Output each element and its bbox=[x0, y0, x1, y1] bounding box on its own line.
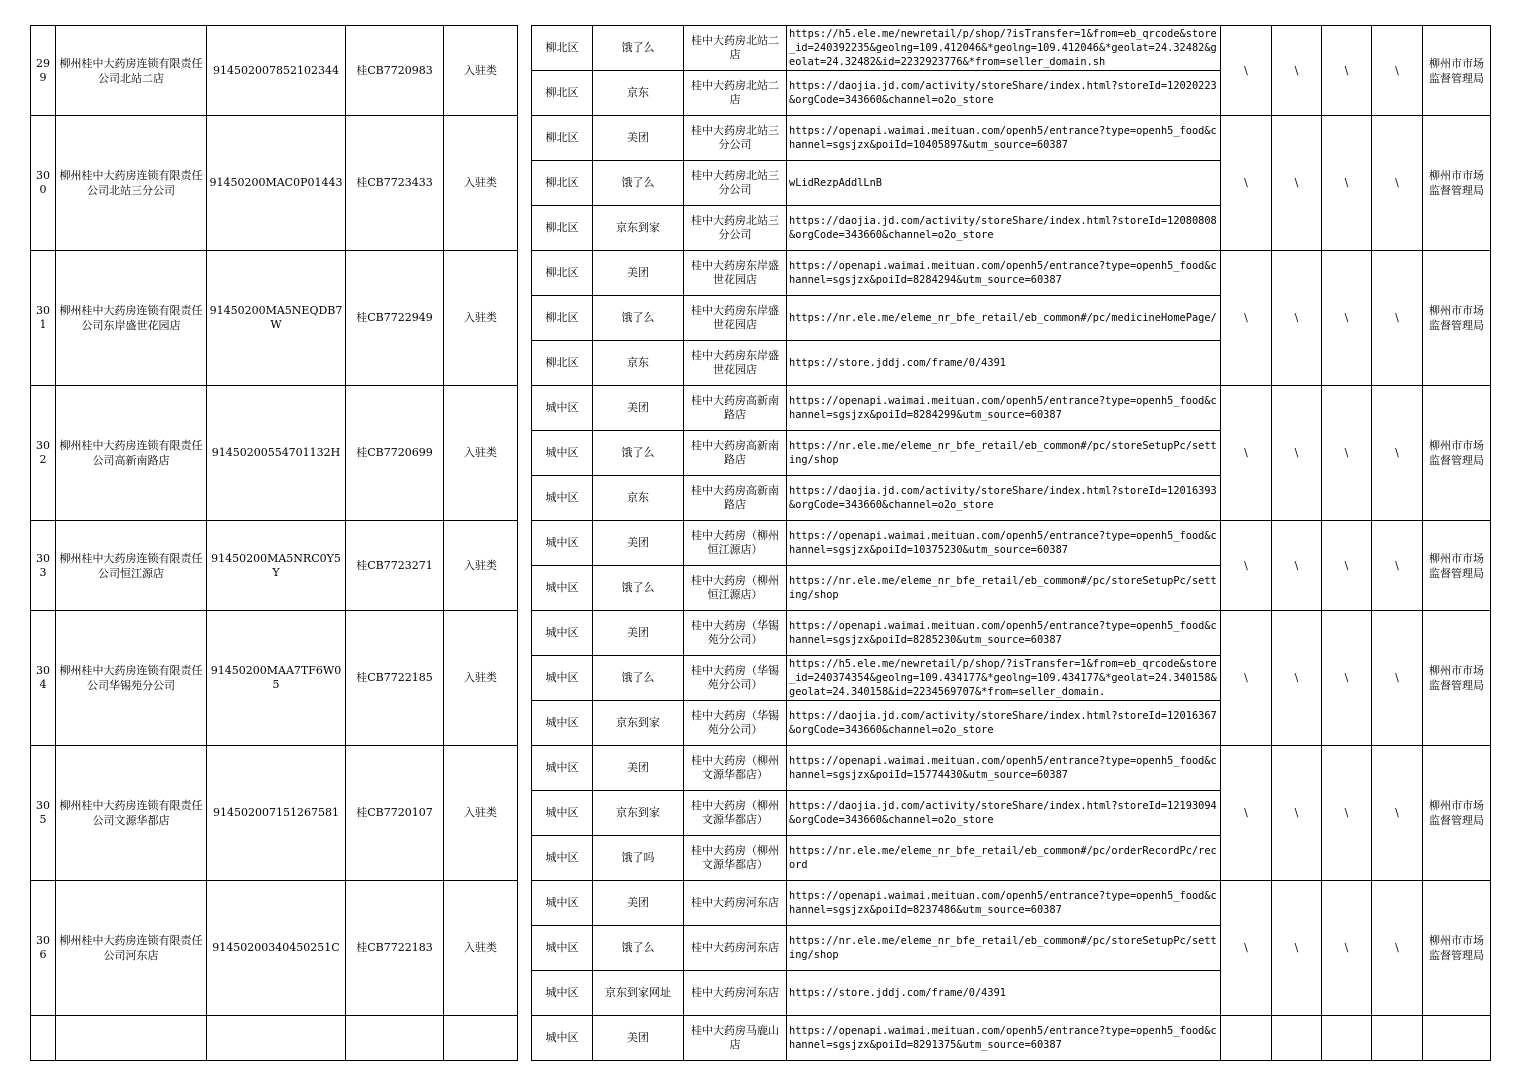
store-url bbox=[787, 116, 1221, 161]
field-11: \ bbox=[1272, 386, 1322, 521]
enterprise-name bbox=[56, 1016, 207, 1061]
entry-type: 入驻类 bbox=[444, 26, 518, 116]
field-11: \ bbox=[1272, 521, 1322, 611]
field-13: \ bbox=[1372, 521, 1423, 611]
store-url bbox=[787, 476, 1221, 521]
store-name: 桂中大药房（柳州恒江源店） bbox=[684, 566, 787, 611]
supervising-authority: 柳州市市场监督管理局 bbox=[1423, 881, 1491, 1016]
supervising-authority: 柳州市市场监督管理局 bbox=[1423, 746, 1491, 881]
field-10 bbox=[1221, 1016, 1272, 1061]
table-row bbox=[31, 116, 1491, 161]
column-gap bbox=[518, 116, 532, 251]
credit-code: 91450200340450251C bbox=[207, 881, 346, 1016]
field-12: \ bbox=[1322, 881, 1372, 1016]
table-row bbox=[31, 386, 1491, 431]
platform-name: 饿了么 bbox=[593, 26, 684, 71]
store-name: 桂中大药房（华锡苑分公司） bbox=[684, 701, 787, 746]
store-url bbox=[787, 161, 1221, 206]
enterprise-name: 柳州桂中大药房连锁有限责任公司文源华都店 bbox=[56, 746, 207, 881]
store-url bbox=[787, 521, 1221, 566]
store-name: 桂中大药房北站三分公司 bbox=[684, 116, 787, 161]
field-10: \ bbox=[1221, 116, 1272, 251]
district: 城中区 bbox=[532, 611, 593, 656]
table-row bbox=[31, 1016, 1491, 1061]
store-url-text: https://daojia.jd.com/activity/storeShare/index.html?storeId=12080808&orgCode=343660&channel=o2o_store bbox=[789, 215, 1217, 241]
store-name: 桂中大药房北站三分公司 bbox=[684, 161, 787, 206]
column-gap bbox=[518, 611, 532, 746]
district: 城中区 bbox=[532, 971, 593, 1016]
store-url-text: https://openapi.waimai.meituan.com/openh5/entrance?type=openh5_food&channel=sgsjzx&poiId=8291375&utm_source=60387 bbox=[789, 1025, 1217, 1051]
field-12 bbox=[1322, 1016, 1372, 1061]
store-name: 桂中大药房河东店 bbox=[684, 881, 787, 926]
field-11: \ bbox=[1272, 881, 1322, 1016]
enterprise-name: 柳州桂中大药房连锁有限责任公司北站三分公司 bbox=[56, 116, 207, 251]
store-name: 桂中大药房（华锡苑分公司） bbox=[684, 611, 787, 656]
store-name: 桂中大药房马鹿山店 bbox=[684, 1016, 787, 1061]
field-12: \ bbox=[1322, 386, 1372, 521]
table-row bbox=[31, 26, 1491, 71]
row-number bbox=[31, 1016, 56, 1061]
row-number: 302 bbox=[31, 386, 56, 521]
field-13: \ bbox=[1372, 386, 1423, 521]
license-number: 桂CB7720699 bbox=[346, 386, 444, 521]
document-sheet bbox=[30, 25, 1491, 1061]
store-url bbox=[787, 701, 1221, 746]
platform-name: 饿了么 bbox=[593, 656, 684, 701]
license-number: 桂CB7722185 bbox=[346, 611, 444, 746]
field-10: \ bbox=[1221, 251, 1272, 386]
store-url bbox=[787, 881, 1221, 926]
field-12: \ bbox=[1322, 611, 1372, 746]
district: 柳北区 bbox=[532, 26, 593, 71]
store-url bbox=[787, 836, 1221, 881]
store-url bbox=[787, 296, 1221, 341]
credit-code: 91450200554701132H bbox=[207, 386, 346, 521]
store-url bbox=[787, 926, 1221, 971]
district: 城中区 bbox=[532, 656, 593, 701]
table-row bbox=[31, 251, 1491, 296]
platform-name: 饿了么 bbox=[593, 161, 684, 206]
field-10: \ bbox=[1221, 881, 1272, 1016]
column-gap bbox=[518, 251, 532, 386]
store-url bbox=[787, 431, 1221, 476]
field-12: \ bbox=[1322, 116, 1372, 251]
store-name: 桂中大药房高新南路店 bbox=[684, 476, 787, 521]
store-url bbox=[787, 566, 1221, 611]
platform-name: 美团 bbox=[593, 611, 684, 656]
store-name: 桂中大药房东岸盛世花园店 bbox=[684, 296, 787, 341]
credit-code bbox=[207, 1016, 346, 1061]
district: 柳北区 bbox=[532, 206, 593, 251]
store-url-text: https://nr.ele.me/eleme_nr_bfe_retail/eb_common#/pc/orderRecordPc/record bbox=[789, 845, 1217, 871]
store-url bbox=[787, 206, 1221, 251]
district: 柳北区 bbox=[532, 296, 593, 341]
field-13: \ bbox=[1372, 26, 1423, 116]
row-number: 306 bbox=[31, 881, 56, 1016]
district: 城中区 bbox=[532, 566, 593, 611]
store-name: 桂中大药房北站二店 bbox=[684, 26, 787, 71]
entry-type: 入驻类 bbox=[444, 116, 518, 251]
store-url-text: https://openapi.waimai.meituan.com/openh5/entrance?type=openh5_food&channel=sgsjzx&poiId=10405897&utm_source=60387 bbox=[789, 125, 1217, 151]
license-number: 桂CB7720983 bbox=[346, 26, 444, 116]
enterprise-name: 柳州桂中大药房连锁有限责任公司北站二店 bbox=[56, 26, 207, 116]
platform-name: 京东到家网址 bbox=[593, 971, 684, 1016]
column-gap bbox=[518, 1016, 532, 1061]
store-url-text: https://h5.ele.me/newretail/p/shop/?isTransfer=1&from=eb_qrcode&store_id=240392235&geolng=109.412046&*geolng=109.412046&*geolat=24.32482&geolat=24.32482&id=2232923776&*from=seller_domain.sh bbox=[789, 28, 1217, 68]
enterprise-name: 柳州桂中大药房连锁有限责任公司河东店 bbox=[56, 881, 207, 1016]
supervising-authority bbox=[1423, 1016, 1491, 1061]
supervising-authority: 柳州市市场监督管理局 bbox=[1423, 611, 1491, 746]
store-url bbox=[787, 386, 1221, 431]
row-number: 303 bbox=[31, 521, 56, 611]
district: 柳北区 bbox=[532, 116, 593, 161]
store-name: 桂中大药房（柳州文源华都店） bbox=[684, 746, 787, 791]
store-name: 桂中大药房（柳州文源华都店） bbox=[684, 836, 787, 881]
credit-code: 914502007151267581 bbox=[207, 746, 346, 881]
store-name: 桂中大药房北站二店 bbox=[684, 71, 787, 116]
store-url bbox=[787, 1016, 1221, 1061]
platform-name: 美团 bbox=[593, 881, 684, 926]
store-url bbox=[787, 341, 1221, 386]
platform-name: 饿了么 bbox=[593, 296, 684, 341]
store-name: 桂中大药房（柳州恒江源店） bbox=[684, 521, 787, 566]
column-gap bbox=[518, 521, 532, 611]
field-13: \ bbox=[1372, 251, 1423, 386]
credit-code: 914502007852102344 bbox=[207, 26, 346, 116]
store-url-text: https://openapi.waimai.meituan.com/openh5/entrance?type=openh5_food&channel=sgsjzx&poiId=8285230&utm_source=60387 bbox=[789, 620, 1217, 646]
field-13: \ bbox=[1372, 116, 1423, 251]
row-number: 305 bbox=[31, 746, 56, 881]
column-gap bbox=[518, 26, 532, 116]
platform-name: 美团 bbox=[593, 521, 684, 566]
enterprise-name: 柳州桂中大药房连锁有限责任公司高新南路店 bbox=[56, 386, 207, 521]
district: 柳北区 bbox=[532, 341, 593, 386]
district: 城中区 bbox=[532, 881, 593, 926]
store-url-text: https://nr.ele.me/eleme_nr_bfe_retail/eb_common#/pc/storeSetupPc/setting/shop bbox=[789, 935, 1217, 961]
license-number: 桂CB7722949 bbox=[346, 251, 444, 386]
field-10: \ bbox=[1221, 521, 1272, 611]
platform-name: 京东 bbox=[593, 476, 684, 521]
store-name: 桂中大药房（华锡苑分公司） bbox=[684, 656, 787, 701]
entry-type: 入驻类 bbox=[444, 746, 518, 881]
field-10: \ bbox=[1221, 746, 1272, 881]
store-url-text: https://h5.ele.me/newretail/p/shop/?isTransfer=1&from=eb_qrcode&store_id=240374354&geolng=109.434177&*geolng=109.434177&*geolat=24.340158&geolat=24.340158&id=2234569707&*from=seller_domain. bbox=[789, 658, 1217, 698]
platform-name: 京东 bbox=[593, 341, 684, 386]
field-13: \ bbox=[1372, 611, 1423, 746]
field-12: \ bbox=[1322, 26, 1372, 116]
district: 城中区 bbox=[532, 701, 593, 746]
license-number: 桂CB7722183 bbox=[346, 881, 444, 1016]
store-url bbox=[787, 791, 1221, 836]
credit-code: 91450200MA5NRC0Y5Y bbox=[207, 521, 346, 611]
entry-type bbox=[444, 1016, 518, 1061]
store-name: 桂中大药房河东店 bbox=[684, 926, 787, 971]
district: 城中区 bbox=[532, 746, 593, 791]
license-number: 桂CB7723271 bbox=[346, 521, 444, 611]
platform-name: 美团 bbox=[593, 746, 684, 791]
store-url bbox=[787, 971, 1221, 1016]
table-row bbox=[31, 611, 1491, 656]
field-11: \ bbox=[1272, 251, 1322, 386]
column-gap bbox=[518, 386, 532, 521]
district: 城中区 bbox=[532, 476, 593, 521]
store-url-text: https://daojia.jd.com/activity/storeShare/index.html?storeId=12016367&orgCode=343660&channel=o2o_store bbox=[789, 710, 1217, 736]
platform-name: 饿了么 bbox=[593, 926, 684, 971]
credit-code: 91450200MAC0P01443 bbox=[207, 116, 346, 251]
table-row bbox=[31, 746, 1491, 791]
field-13: \ bbox=[1372, 881, 1423, 1016]
platform-name: 饿了么 bbox=[593, 566, 684, 611]
credit-code: 91450200MAA7TF6W05 bbox=[207, 611, 346, 746]
row-number: 304 bbox=[31, 611, 56, 746]
district: 城中区 bbox=[532, 926, 593, 971]
store-url-text: https://store.jddj.com/frame/0/4391 bbox=[789, 987, 1006, 999]
field-11: \ bbox=[1272, 116, 1322, 251]
platform-name: 京东到家 bbox=[593, 701, 684, 746]
field-13 bbox=[1372, 1016, 1423, 1061]
district: 城中区 bbox=[532, 836, 593, 881]
platform-name: 美团 bbox=[593, 116, 684, 161]
store-url-text: https://openapi.waimai.meituan.com/openh5/entrance?type=openh5_food&channel=sgsjzx&poiId=8284299&utm_source=60387 bbox=[789, 395, 1217, 421]
platform-name: 美团 bbox=[593, 1016, 684, 1061]
row-number: 301 bbox=[31, 251, 56, 386]
district: 城中区 bbox=[532, 521, 593, 566]
store-url bbox=[787, 656, 1221, 701]
row-number: 300 bbox=[31, 116, 56, 251]
district: 柳北区 bbox=[532, 161, 593, 206]
store-url bbox=[787, 251, 1221, 296]
store-url-text: https://nr.ele.me/eleme_nr_bfe_retail/eb_common#/pc/storeSetupPc/setting/shop bbox=[789, 575, 1217, 601]
field-11: \ bbox=[1272, 746, 1322, 881]
store-url-text: https://openapi.waimai.meituan.com/openh5/entrance?type=openh5_food&channel=sgsjzx&poiId=15774430&utm_source=60387 bbox=[789, 755, 1217, 781]
enterprise-name: 柳州桂中大药房连锁有限责任公司华锡苑分公司 bbox=[56, 611, 207, 746]
store-url bbox=[787, 746, 1221, 791]
field-12: \ bbox=[1322, 746, 1372, 881]
supervising-authority: 柳州市市场监督管理局 bbox=[1423, 521, 1491, 611]
store-url-text: https://daojia.jd.com/activity/storeShare/index.html?storeId=12020223&orgCode=343660&channel=o2o_store bbox=[789, 80, 1217, 106]
store-name: 桂中大药房高新南路店 bbox=[684, 431, 787, 476]
store-url-text: https://daojia.jd.com/activity/storeShare/index.html?storeId=12193094&orgCode=343660&channel=o2o_store bbox=[789, 800, 1217, 826]
platform-name: 京东到家 bbox=[593, 791, 684, 836]
enterprise-name: 柳州桂中大药房连锁有限责任公司恒江源店 bbox=[56, 521, 207, 611]
district: 城中区 bbox=[532, 386, 593, 431]
store-url-text: https://openapi.waimai.meituan.com/openh5/entrance?type=openh5_food&channel=sgsjzx&poiId=8284294&utm_source=60387 bbox=[789, 260, 1217, 286]
license-number: 桂CB7723433 bbox=[346, 116, 444, 251]
store-url bbox=[787, 26, 1221, 71]
store-url-text: https://nr.ele.me/eleme_nr_bfe_retail/eb_common#/pc/storeSetupPc/setting/shop bbox=[789, 440, 1217, 466]
store-url-text: https://openapi.waimai.meituan.com/openh5/entrance?type=openh5_food&channel=sgsjzx&poiId=8237486&utm_source=60387 bbox=[789, 890, 1217, 916]
entry-type: 入驻类 bbox=[444, 611, 518, 746]
platform-name: 饿了吗 bbox=[593, 836, 684, 881]
field-12: \ bbox=[1322, 251, 1372, 386]
district: 柳北区 bbox=[532, 251, 593, 296]
store-name: 桂中大药房北站三分公司 bbox=[684, 206, 787, 251]
license-number: 桂CB7720107 bbox=[346, 746, 444, 881]
field-12: \ bbox=[1322, 521, 1372, 611]
supervising-authority: 柳州市市场监督管理局 bbox=[1423, 116, 1491, 251]
store-url-text: https://store.jddj.com/frame/0/4391 bbox=[789, 357, 1006, 369]
district: 柳北区 bbox=[532, 71, 593, 116]
supervising-authority: 柳州市市场监督管理局 bbox=[1423, 386, 1491, 521]
license-number bbox=[346, 1016, 444, 1061]
platform-name: 美团 bbox=[593, 251, 684, 296]
entry-type: 入驻类 bbox=[444, 251, 518, 386]
platform-name: 美团 bbox=[593, 386, 684, 431]
district: 城中区 bbox=[532, 431, 593, 476]
platform-name: 京东到家 bbox=[593, 206, 684, 251]
supervising-authority: 柳州市市场监督管理局 bbox=[1423, 251, 1491, 386]
store-url-text: wLidRezpAddlLnB bbox=[789, 177, 882, 189]
store-url-text: https://openapi.waimai.meituan.com/openh5/entrance?type=openh5_food&channel=sgsjzx&poiId=10375230&utm_source=60387 bbox=[789, 530, 1217, 556]
store-name: 桂中大药房河东店 bbox=[684, 971, 787, 1016]
field-11 bbox=[1272, 1016, 1322, 1061]
store-name: 桂中大药房东岸盛世花园店 bbox=[684, 341, 787, 386]
field-11: \ bbox=[1272, 611, 1322, 746]
platform-name: 饿了么 bbox=[593, 431, 684, 476]
store-url-text: https://daojia.jd.com/activity/storeShare/index.html?storeId=12016393&orgCode=343660&channel=o2o_store bbox=[789, 485, 1217, 511]
field-13: \ bbox=[1372, 746, 1423, 881]
district: 城中区 bbox=[532, 791, 593, 836]
credit-code: 91450200MA5NEQDB7W bbox=[207, 251, 346, 386]
store-url bbox=[787, 611, 1221, 656]
store-registry-table bbox=[30, 25, 1491, 1061]
entry-type: 入驻类 bbox=[444, 386, 518, 521]
field-10: \ bbox=[1221, 26, 1272, 116]
row-number: 299 bbox=[31, 26, 56, 116]
store-name: 桂中大药房东岸盛世花园店 bbox=[684, 251, 787, 296]
entry-type: 入驻类 bbox=[444, 521, 518, 611]
enterprise-name: 柳州桂中大药房连锁有限责任公司东岸盛世花园店 bbox=[56, 251, 207, 386]
field-10: \ bbox=[1221, 386, 1272, 521]
store-name: 桂中大药房高新南路店 bbox=[684, 386, 787, 431]
field-11: \ bbox=[1272, 26, 1322, 116]
table-row bbox=[31, 521, 1491, 566]
table-row bbox=[31, 881, 1491, 926]
store-url bbox=[787, 71, 1221, 116]
platform-name: 京东 bbox=[593, 71, 684, 116]
supervising-authority: 柳州市市场监督管理局 bbox=[1423, 26, 1491, 116]
field-10: \ bbox=[1221, 611, 1272, 746]
column-gap bbox=[518, 881, 532, 1016]
entry-type: 入驻类 bbox=[444, 881, 518, 1016]
district: 城中区 bbox=[532, 1016, 593, 1061]
column-gap bbox=[518, 746, 532, 881]
store-name: 桂中大药房（柳州文源华都店） bbox=[684, 791, 787, 836]
store-url-text: https://nr.ele.me/eleme_nr_bfe_retail/eb_common#/pc/medicineHomePage/ bbox=[789, 312, 1217, 324]
